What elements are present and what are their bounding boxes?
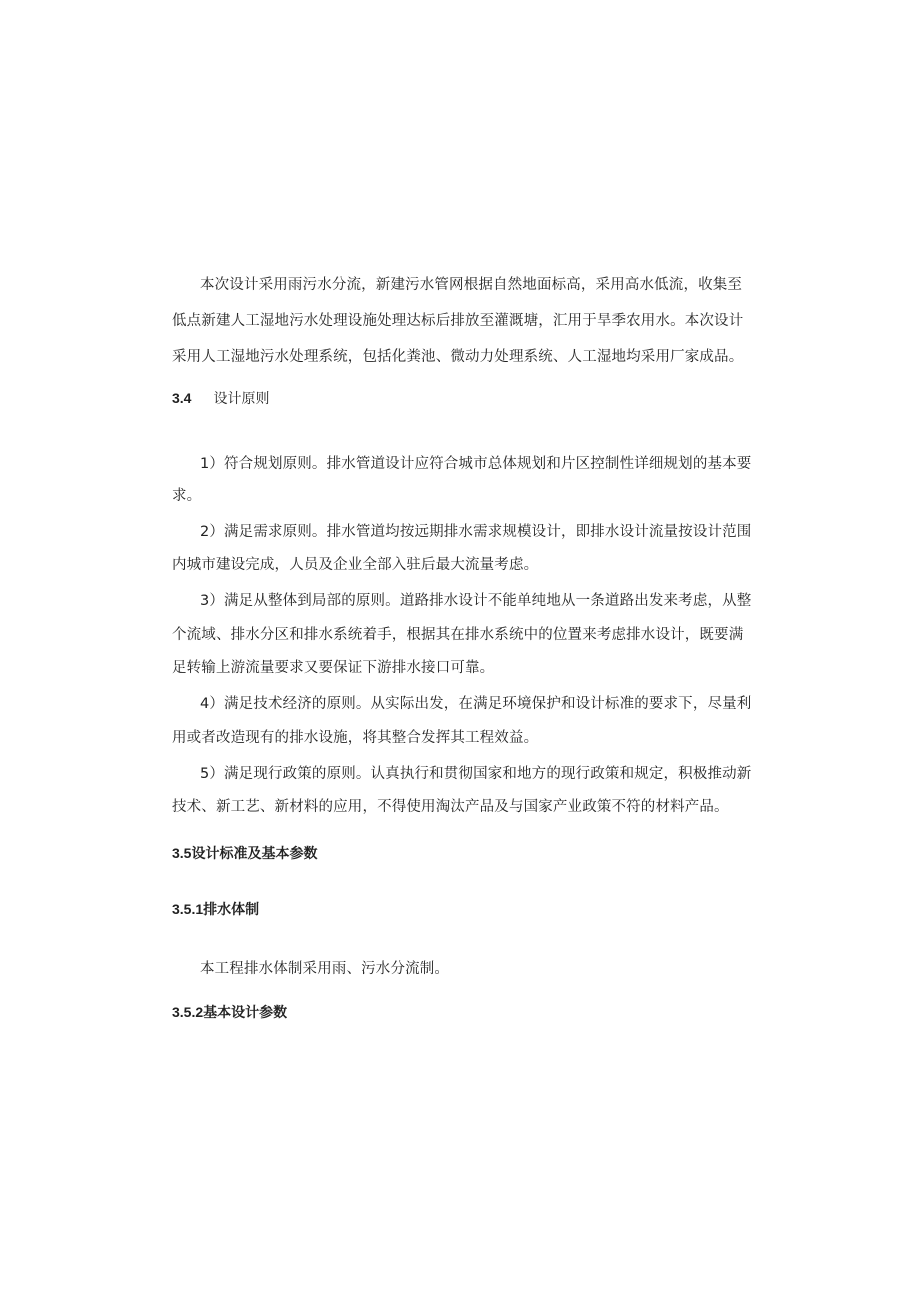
intro-line-1: 本次设计采用雨污水分流，新建污水管网根据自然地面标高，采用高水低流，收集至 xyxy=(200,277,743,293)
principle-3-line-2: 个流域、排水分区和排水系统着手，根据其在排水系统中的位置来考虑排水设计，既要满 xyxy=(172,627,744,643)
section-3-5-heading: 3.5设计标准及基本参数 xyxy=(172,845,318,861)
principle-4-line-2: 用或者改造现有的排水设施，将其整合发挥其工程效益。 xyxy=(172,730,539,746)
drainage-system-paragraph: 本工程排水体制采用雨、污水分流制。 xyxy=(200,961,450,977)
section-3-4-number: 3.4 xyxy=(172,390,192,406)
intro-line-2: 低点新建人工湿地污水处理设施处理达标后排放至灌溉塘，汇用于旱季农用水。本次设计 xyxy=(172,313,744,329)
principle-2-line-1: 2）满足需求原则。排水管道均按远期排水需求规模设计，即排水设计流量按设计范围 xyxy=(200,524,752,540)
principle-3-line-3: 足转输上游流量要求又要保证下游排水接口可靠。 xyxy=(172,660,495,676)
principle-5-line-2: 技术、新工艺、新材料的应用，不得使用淘汰产品及与国家产业政策不符的材料产品。 xyxy=(172,799,729,815)
section-3-4-heading xyxy=(172,388,269,409)
principle-1-line-2: 求。 xyxy=(172,488,202,504)
section-3-5-1-heading: 3.5.1排水体制 xyxy=(172,901,260,917)
principle-5-line-1: 5）满足现行政策的原则。认真执行和贯彻国家和地方的现行政策和规定，积极推动新 xyxy=(200,766,752,782)
intro-line-3: 采用人工湿地污水处理系统，包括化粪池、微动力处理系统、人工湿地均采用厂家成品。 xyxy=(172,349,744,365)
principle-2-line-2: 内城市建设完成，人员及企业全部入驻后最大流量考虑。 xyxy=(172,557,539,573)
section-3-4-title: 设计原则 xyxy=(213,391,270,407)
principle-3-line-1: 3）满足从整体到局部的原则。道路排水设计不能单纯地从一条道路出发来考虑，从整 xyxy=(200,593,752,609)
principle-4-line-1: 4）满足技术经济的原则。从实际出发，在满足环境保护和设计标准的要求下，尽量利 xyxy=(200,696,752,712)
section-3-5-2-heading: 3.5.2基本设计参数 xyxy=(172,1004,288,1020)
principle-1-line-1: 1）符合规划原则。排水管道设计应符合城市总体规划和片区控制性详细规划的基本要 xyxy=(200,456,752,472)
